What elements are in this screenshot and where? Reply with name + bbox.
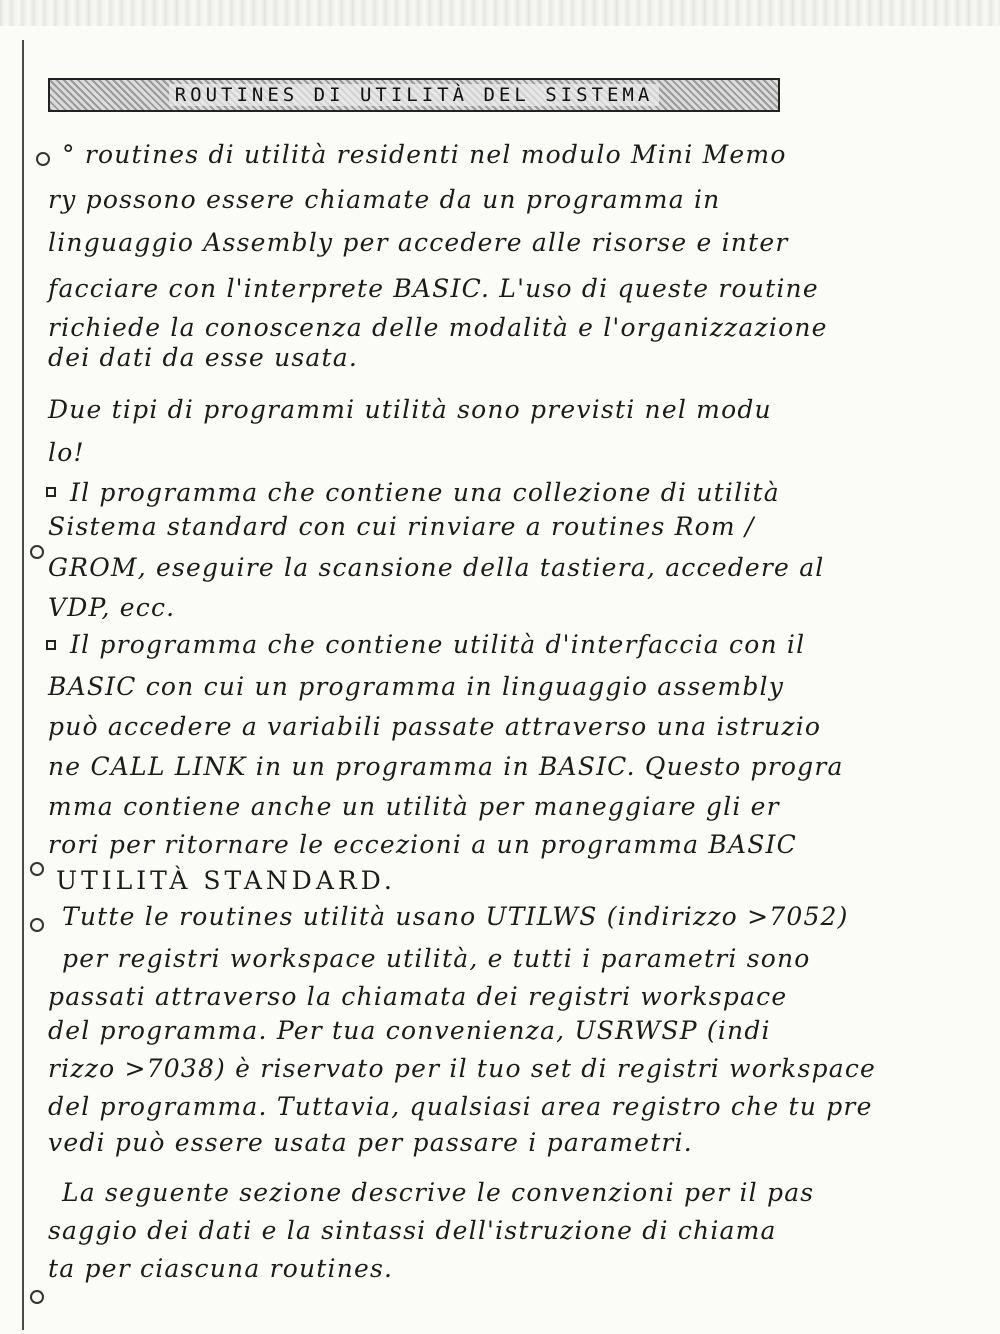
text-line: può accedere a variabili passate attraverso una istruzio	[48, 712, 822, 741]
scan-noise-strip	[0, 0, 1000, 26]
text-line: Sistema standard con cui rinviare a routines Rom /	[48, 512, 755, 541]
hole-mark-circle	[30, 545, 44, 559]
text-line: Il programma che contiene una collezione di utilità	[70, 478, 780, 507]
hole-mark-circle	[30, 1290, 44, 1304]
text-line: mma contiene anche un utilità per maneggiare gli er	[48, 792, 780, 821]
text-line: facciare con l'interprete BASIC. L'uso di queste routine	[48, 274, 819, 303]
text-line: rizzo >7038) è riservato per il tuo set di registri workspace	[48, 1054, 877, 1083]
hole-mark-circle	[30, 862, 44, 876]
bullet-square-icon	[46, 640, 56, 650]
text-line: rori per ritornare le eccezioni a un programma BASIC	[48, 830, 797, 859]
section-heading: UTILITÀ STANDARD.	[56, 866, 396, 895]
text-line: Due tipi di programmi utilità sono previsti nel modu	[48, 395, 772, 424]
text-line: BASIC con cui un programma in linguaggio assembly	[48, 672, 785, 701]
hole-mark-circle	[36, 152, 50, 166]
text-line: VDP, ecc.	[48, 593, 176, 622]
text-line: lo!	[48, 438, 85, 467]
text-line: del programma. Tuttavia, qualsiasi area registro che tu pre	[48, 1092, 873, 1121]
text-line: del programma. Per tua convenienza, USRWSP (indi	[48, 1016, 771, 1045]
text-line: Tutte le routines utilità usano UTILWS (indirizzo >7052)	[62, 902, 849, 931]
text-line: linguaggio Assembly per accedere alle risorse e inter	[48, 228, 789, 257]
header-title: ROUTINES DI UTILITÀ DEL SISTEMA	[169, 84, 660, 106]
margin-rule	[22, 40, 24, 1330]
text-line: ry possono essere chiamate da un programma in	[48, 185, 721, 214]
text-line: dei dati da esse usata.	[48, 343, 359, 372]
text-line: La seguente sezione descrive le convenzioni per il pas	[62, 1178, 815, 1207]
bullet-square-icon	[46, 487, 56, 497]
text-line: per registri workspace utilità, e tutti i parametri sono	[62, 944, 811, 973]
text-line: Il programma che contiene utilità d'interfaccia con il	[70, 630, 806, 659]
header-banner	[48, 78, 780, 112]
text-line: ° routines di utilità residenti nel modulo Mini Memo	[62, 140, 787, 169]
text-line: saggio dei dati e la sintassi dell'istruzione di chiama	[48, 1216, 777, 1245]
text-line: ta per ciascuna routines.	[48, 1254, 394, 1283]
hole-mark-circle	[30, 918, 44, 932]
text-line: richiede la conoscenza delle modalità e l'organizzazione	[48, 313, 828, 342]
text-line: passati attraverso la chiamata dei registri workspace	[48, 982, 788, 1011]
text-line: ne CALL LINK in un programma in BASIC. Questo progra	[48, 752, 844, 781]
text-line: GROM, eseguire la scansione della tastiera, accedere al	[48, 553, 825, 582]
text-line: vedi può essere usata per passare i parametri.	[48, 1128, 693, 1157]
